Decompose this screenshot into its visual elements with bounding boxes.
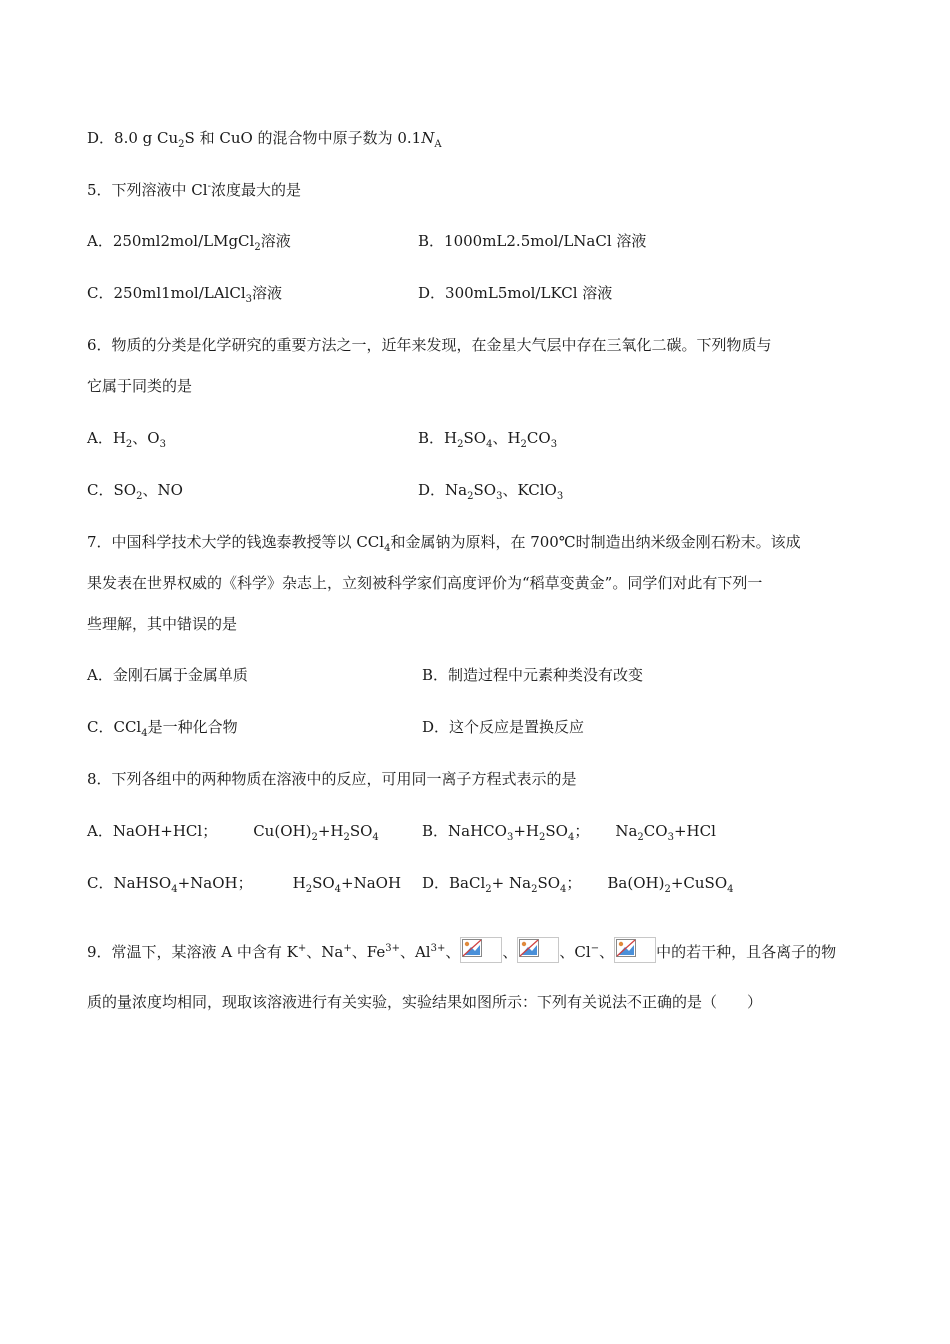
q7-option-b: B．制造过程中元素种类没有改变: [422, 666, 644, 684]
q7-option-c: C．CCl$_4$是一种化合物: [87, 718, 238, 739]
q6-stem-line2: 它属于同类的是: [87, 377, 193, 395]
q5-option-a: A．250ml2mol/LMgCl$_2$溶液: [87, 232, 291, 253]
q8-stem: 8．下列各组中的两种物质在溶液中的反应，可用同一离子方程式表示的是: [87, 770, 577, 788]
q4-option-d-text: D．8.0 g Cu: [87, 129, 179, 147]
subscript: 2: [178, 139, 185, 150]
q7-option-a: A．金刚石属于金属单质: [87, 666, 248, 684]
broken-image-icon: [614, 937, 656, 963]
q6-option-d: D．$Na_2SO_3$、KClO$_3$: [418, 481, 564, 502]
broken-image-icon: [460, 937, 502, 963]
q7-stem-line1: 7．中国科学技术大学的钱逸泰教授等以 CCl$_4$和金属钠为原料，在 700℃时制造出纳米级金刚石粉末。该成: [87, 533, 801, 554]
q8-option-a: A．NaOH+HCl； $Cu(OH)_2+H_2SO_4$: [87, 822, 379, 843]
q7-option-d: D．这个反应是置换反应: [422, 718, 585, 736]
broken-image-icon: [517, 937, 559, 963]
q8-option-b: B．$NaHCO_3+H_2SO_4$； $Na_2CO_3+HCl$: [422, 822, 716, 843]
superscript: -: [207, 181, 211, 192]
q4-option-d: [87, 128, 442, 148]
avogadro-symbol: N: [421, 129, 435, 147]
q6-stem-line1: 6．物质的分类是化学研究的重要方法之一，近年来发现，在金星大气层中存在三氧化二碳。下列物质与: [87, 336, 772, 354]
q5-option-b: B．1000mL2.5mol/LNaCl 溶液: [418, 232, 647, 250]
q8-option-c: C．NaHSO$_4$+NaOH； $H_2SO_4+NaOH$: [87, 874, 402, 895]
q6-option-b: B．$H_2SO_4$、$H_2CO_3$: [418, 429, 558, 450]
q7-stem-line3: 些理解，其中错误的是: [87, 615, 238, 633]
q5-option-c: C．250ml1mol/LAlCl$_3$溶液: [87, 284, 283, 305]
q5-option-d: D．300mL5mol/LKCl 溶液: [418, 284, 613, 302]
q8-option-d: D．BaCl$_2$+ $Na_2SO_4$； $Ba(OH)_2+CuSO_4$: [422, 874, 734, 895]
q7-stem-line2: 果发表在世界权威的《科学》杂志上，立刻被科学家们高度评价为“稻草变黄金”。同学们对此有下列一: [87, 574, 763, 592]
q6-option-a: A．$H_2$、$O_3$: [87, 429, 166, 450]
q9-stem-line1: 9．常温下，某溶液 A 中含有 K+、Na+、$Fe^{3+}$、$Al^{3+}$、 、 、Cl−、 中的若干种，且各离子的物: [87, 937, 836, 963]
q5-stem: 5．下列溶液中 Cl-浓度最大的是: [87, 181, 301, 199]
subscript: A: [434, 139, 442, 150]
q6-option-c: C．$SO_2$、NO: [87, 481, 183, 502]
q4-option-d-text: S 和 CuO 的混合物中原子数为 0.1: [184, 129, 422, 147]
q9-stem-line2: 质的量浓度均相同，现取该溶液进行有关实验，实验结果如图所示：下列有关说法不正确的是（ ）: [87, 993, 763, 1011]
